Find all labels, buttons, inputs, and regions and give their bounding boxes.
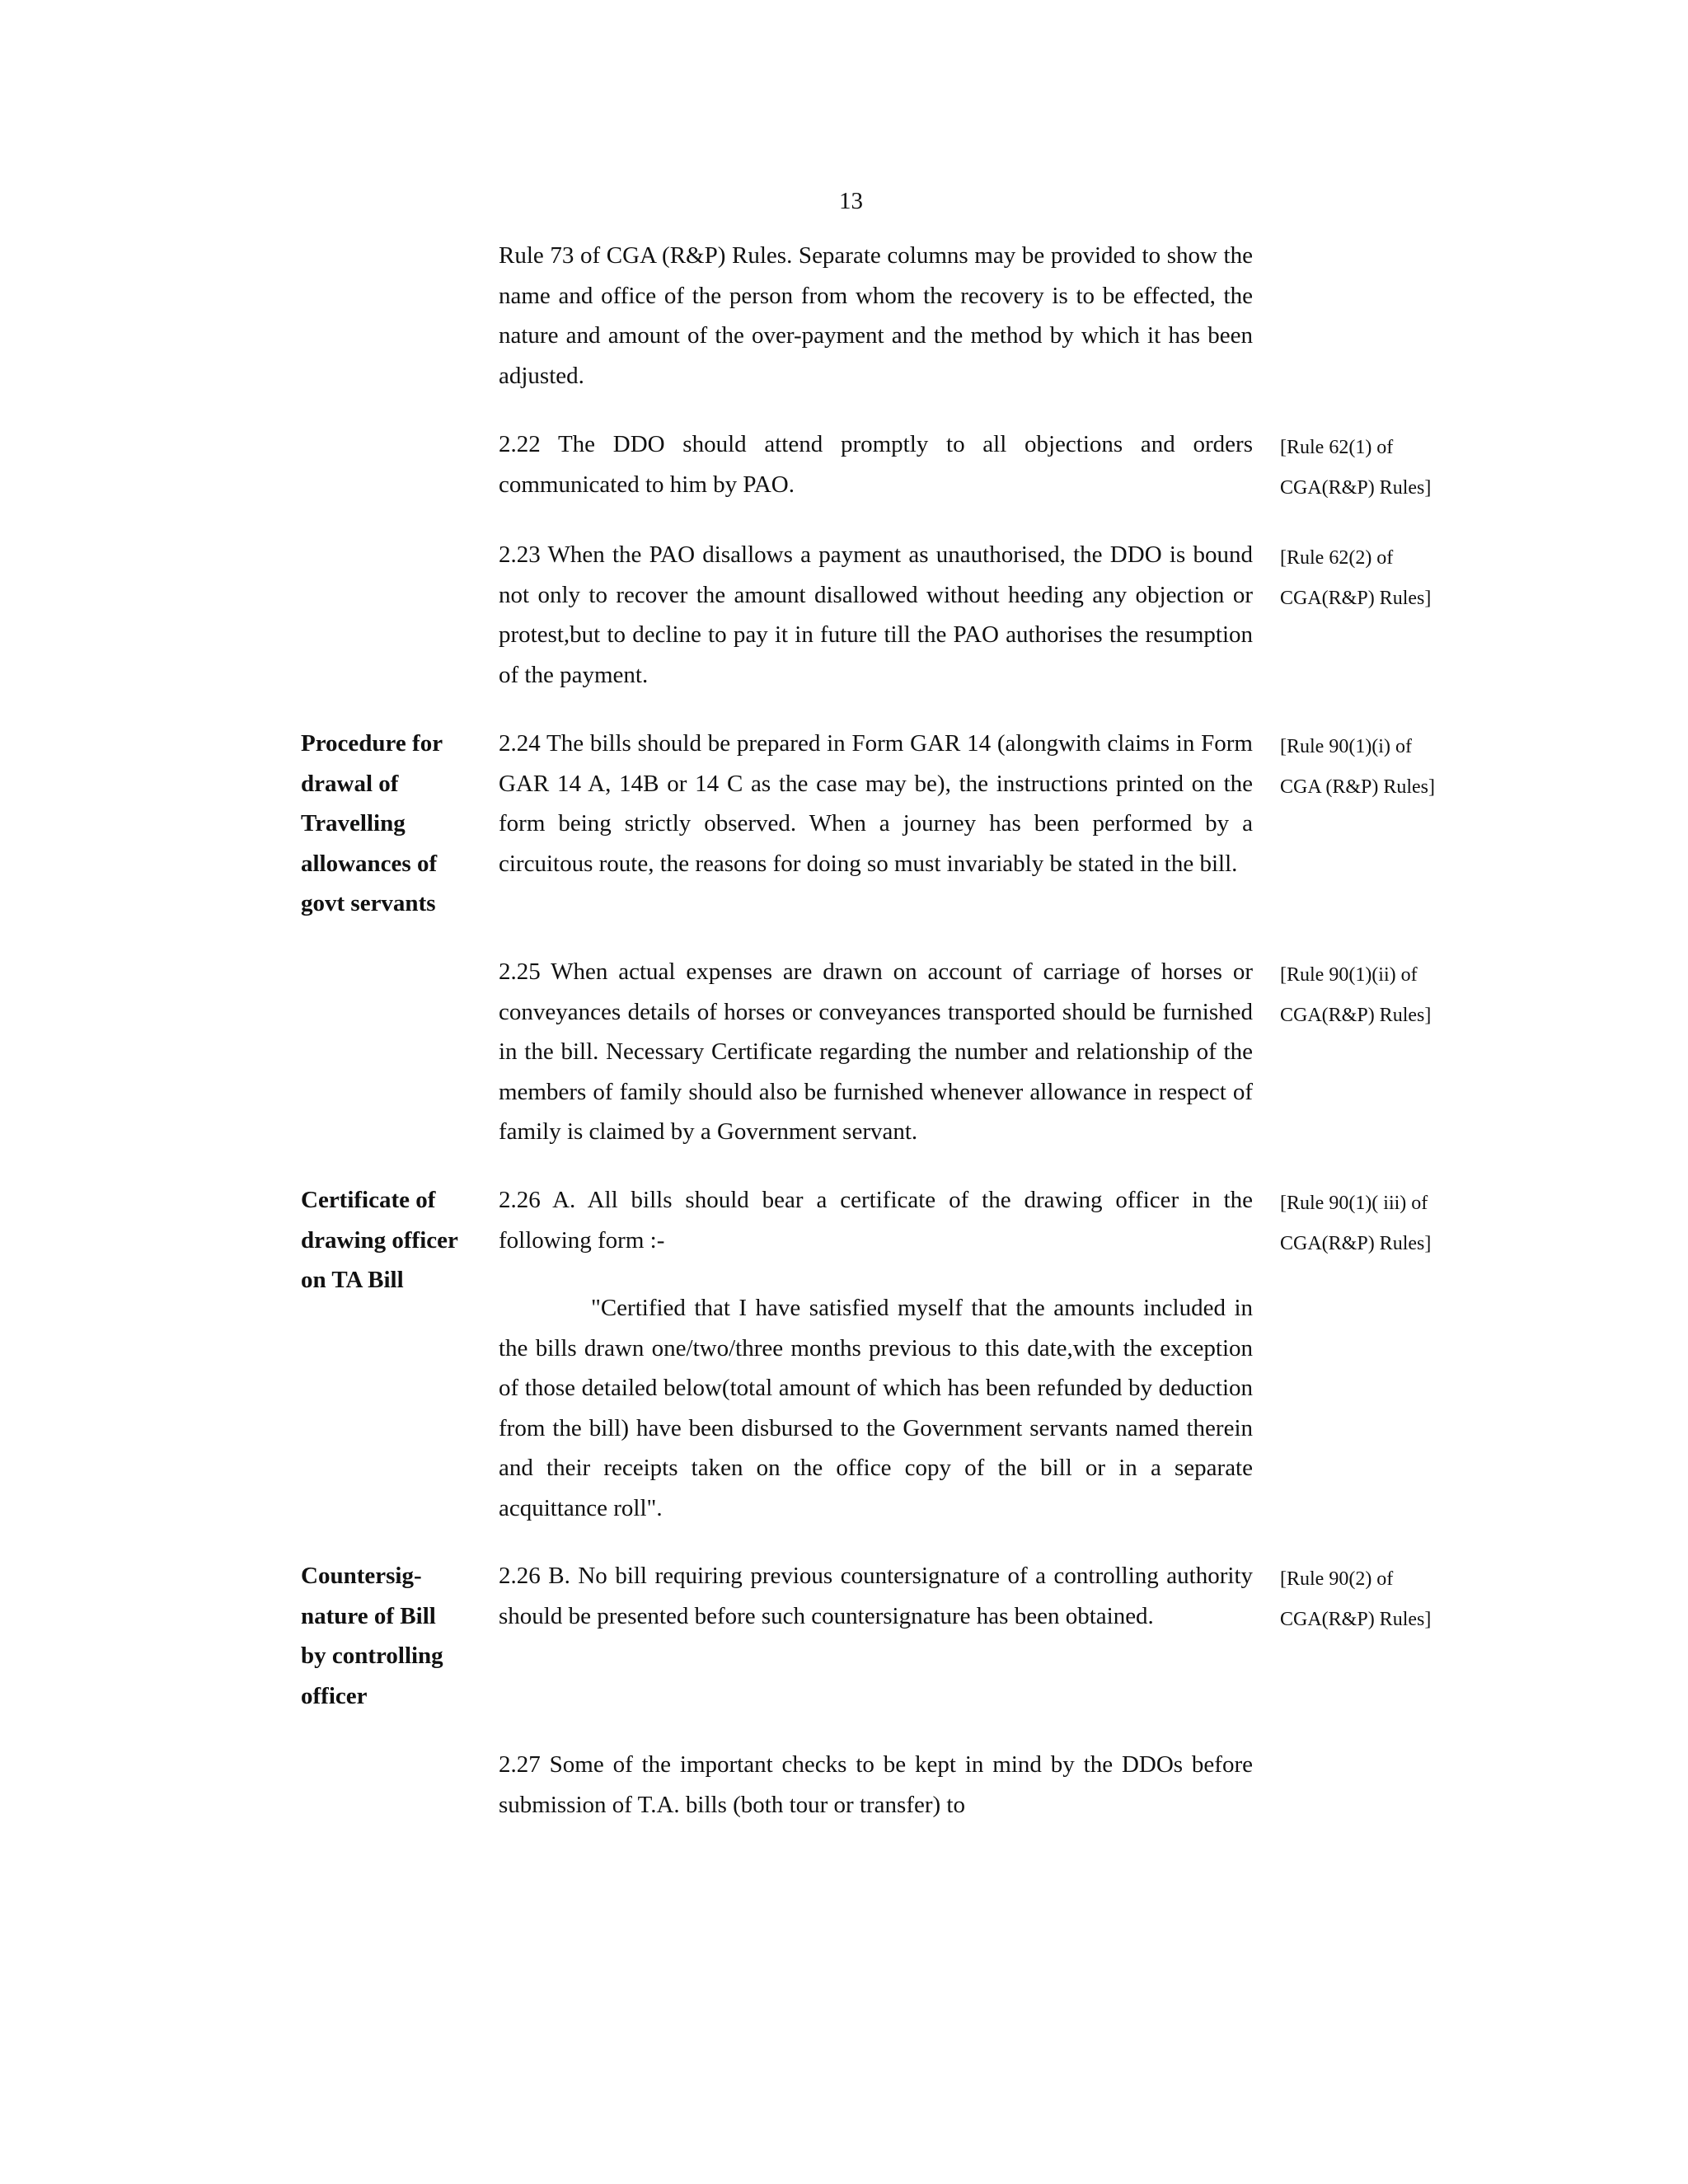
- rule-reference-2-22: [1280, 428, 1470, 508]
- paragraph-2-22: 2.22 The DDO should attend promptly to all objections and orders communicated to him by PAO.: [499, 431, 1253, 498]
- rule-reference-line: CGA(R&P) Rules]: [1280, 1232, 1432, 1254]
- side-heading-line: on TA Bill: [301, 1267, 404, 1293]
- rule-reference-line: [Rule 90(1)( iii) of: [1280, 1193, 1428, 1214]
- rule-reference-line: [Rule 62(1) of: [1280, 437, 1394, 458]
- rule-reference-line: CGA(R&P) Rules]: [1280, 476, 1432, 499]
- side-heading-line: nature of Bill: [301, 1602, 436, 1629]
- certificate-quote: "Certified that I have satisfied myself that the amounts included in the bills drawn one/two/three months previous to this date,with the exception of those detailed below(total amount of which has been refunded by deduction from the bill) have been disbursed to the Government servants named therein and their receipts taken on the office copy of the bill or in a separate acquittance roll".: [499, 1295, 1253, 1521]
- rule-reference-2-26-b: [1280, 1559, 1470, 1639]
- side-heading-line: drawing officer: [301, 1226, 458, 1254]
- rule-reference-line: [Rule 90(2) of: [1280, 1568, 1394, 1590]
- side-heading-procedure: [301, 724, 482, 924]
- rule-reference-line: CGA(R&P) Rules]: [1280, 1608, 1432, 1630]
- rule-reference-2-25: [1280, 955, 1470, 1035]
- side-heading-line: Countersig-: [301, 1563, 422, 1589]
- rule-reference-line: CGA (R&P) Rules]: [1280, 776, 1436, 798]
- paragraph-2-24: 2.24 The bills should be prepared in Form GAR 14 (alongwith claims in Form GAR 14 A, 14B or 14 C as the case may be), the instructions printed on the form being strictly observed. When a journey has been performed by a circuitous route, the reasons for doing so must invariably be stated in the bill.: [499, 730, 1253, 877]
- side-heading-line: drawal of: [301, 770, 399, 797]
- page-number: 13: [839, 188, 863, 214]
- paragraph-2-25: 2.25 When actual expenses are drawn on account of carriage of horses or conveyances details of horses or conveyances transported should be furnished in the bill. Necessary Certificate regarding the number and relationship of the members of family should also be furnished whenever allowance in respect of family is claimed by a Government servant.: [499, 958, 1253, 1145]
- paragraph-2-26-a: 2.26 A. All bills should bear a certificate of the drawing officer in the following form :-: [499, 1187, 1253, 1254]
- paragraph-2-26-b: 2.26 B. No bill requiring previous countersignature of a controlling authority should be presented before such countersignature has been obtained.: [499, 1563, 1253, 1629]
- side-heading-line: allowances of: [301, 850, 438, 877]
- side-heading-line: Certificate of: [301, 1187, 436, 1213]
- paragraph-2-23: 2.23 When the PAO disallows a payment as unauthorised, the DDO is bound not only to recover the amount disallowed without heeding any objection or protest,but to decline to pay it in future till the PAO authorises the resumption of the payment.: [499, 541, 1253, 688]
- side-heading-line: by controlling: [301, 1643, 443, 1669]
- rule-reference-2-26-a: [1280, 1183, 1470, 1263]
- rule-reference-2-24: [1280, 727, 1470, 807]
- rule-reference-line: [Rule 62(2) of: [1280, 547, 1394, 569]
- paragraph-2-27: 2.27 Some of the important checks to be kept in mind by the DDOs before submission of T.A. bills (both tour or transfer) to: [499, 1751, 1253, 1818]
- side-heading-line: Travelling: [301, 810, 406, 837]
- side-heading-line: officer: [301, 1682, 368, 1709]
- side-heading-certificate: [301, 1180, 482, 1301]
- rule-reference-line: CGA(R&P) Rules]: [1280, 587, 1432, 609]
- rule-reference-line: [Rule 90(1)(ii) of: [1280, 964, 1418, 986]
- side-heading-line: Procedure for: [301, 730, 443, 757]
- rule-reference-line: [Rule 90(1)(i) of: [1280, 736, 1412, 757]
- continuation-paragraph: Rule 73 of CGA (R&P) Rules. Separate columns may be provided to show the name and office of the person from whom the recovery is to be effected, the nature and amount of the over-payment and the method by which it has been adjusted.: [499, 242, 1253, 389]
- rule-reference-2-23: [1280, 538, 1470, 618]
- side-heading-countersignature: [301, 1556, 482, 1716]
- side-heading-line: govt servants: [301, 890, 436, 916]
- rule-reference-line: CGA(R&P) Rules]: [1280, 1004, 1432, 1026]
